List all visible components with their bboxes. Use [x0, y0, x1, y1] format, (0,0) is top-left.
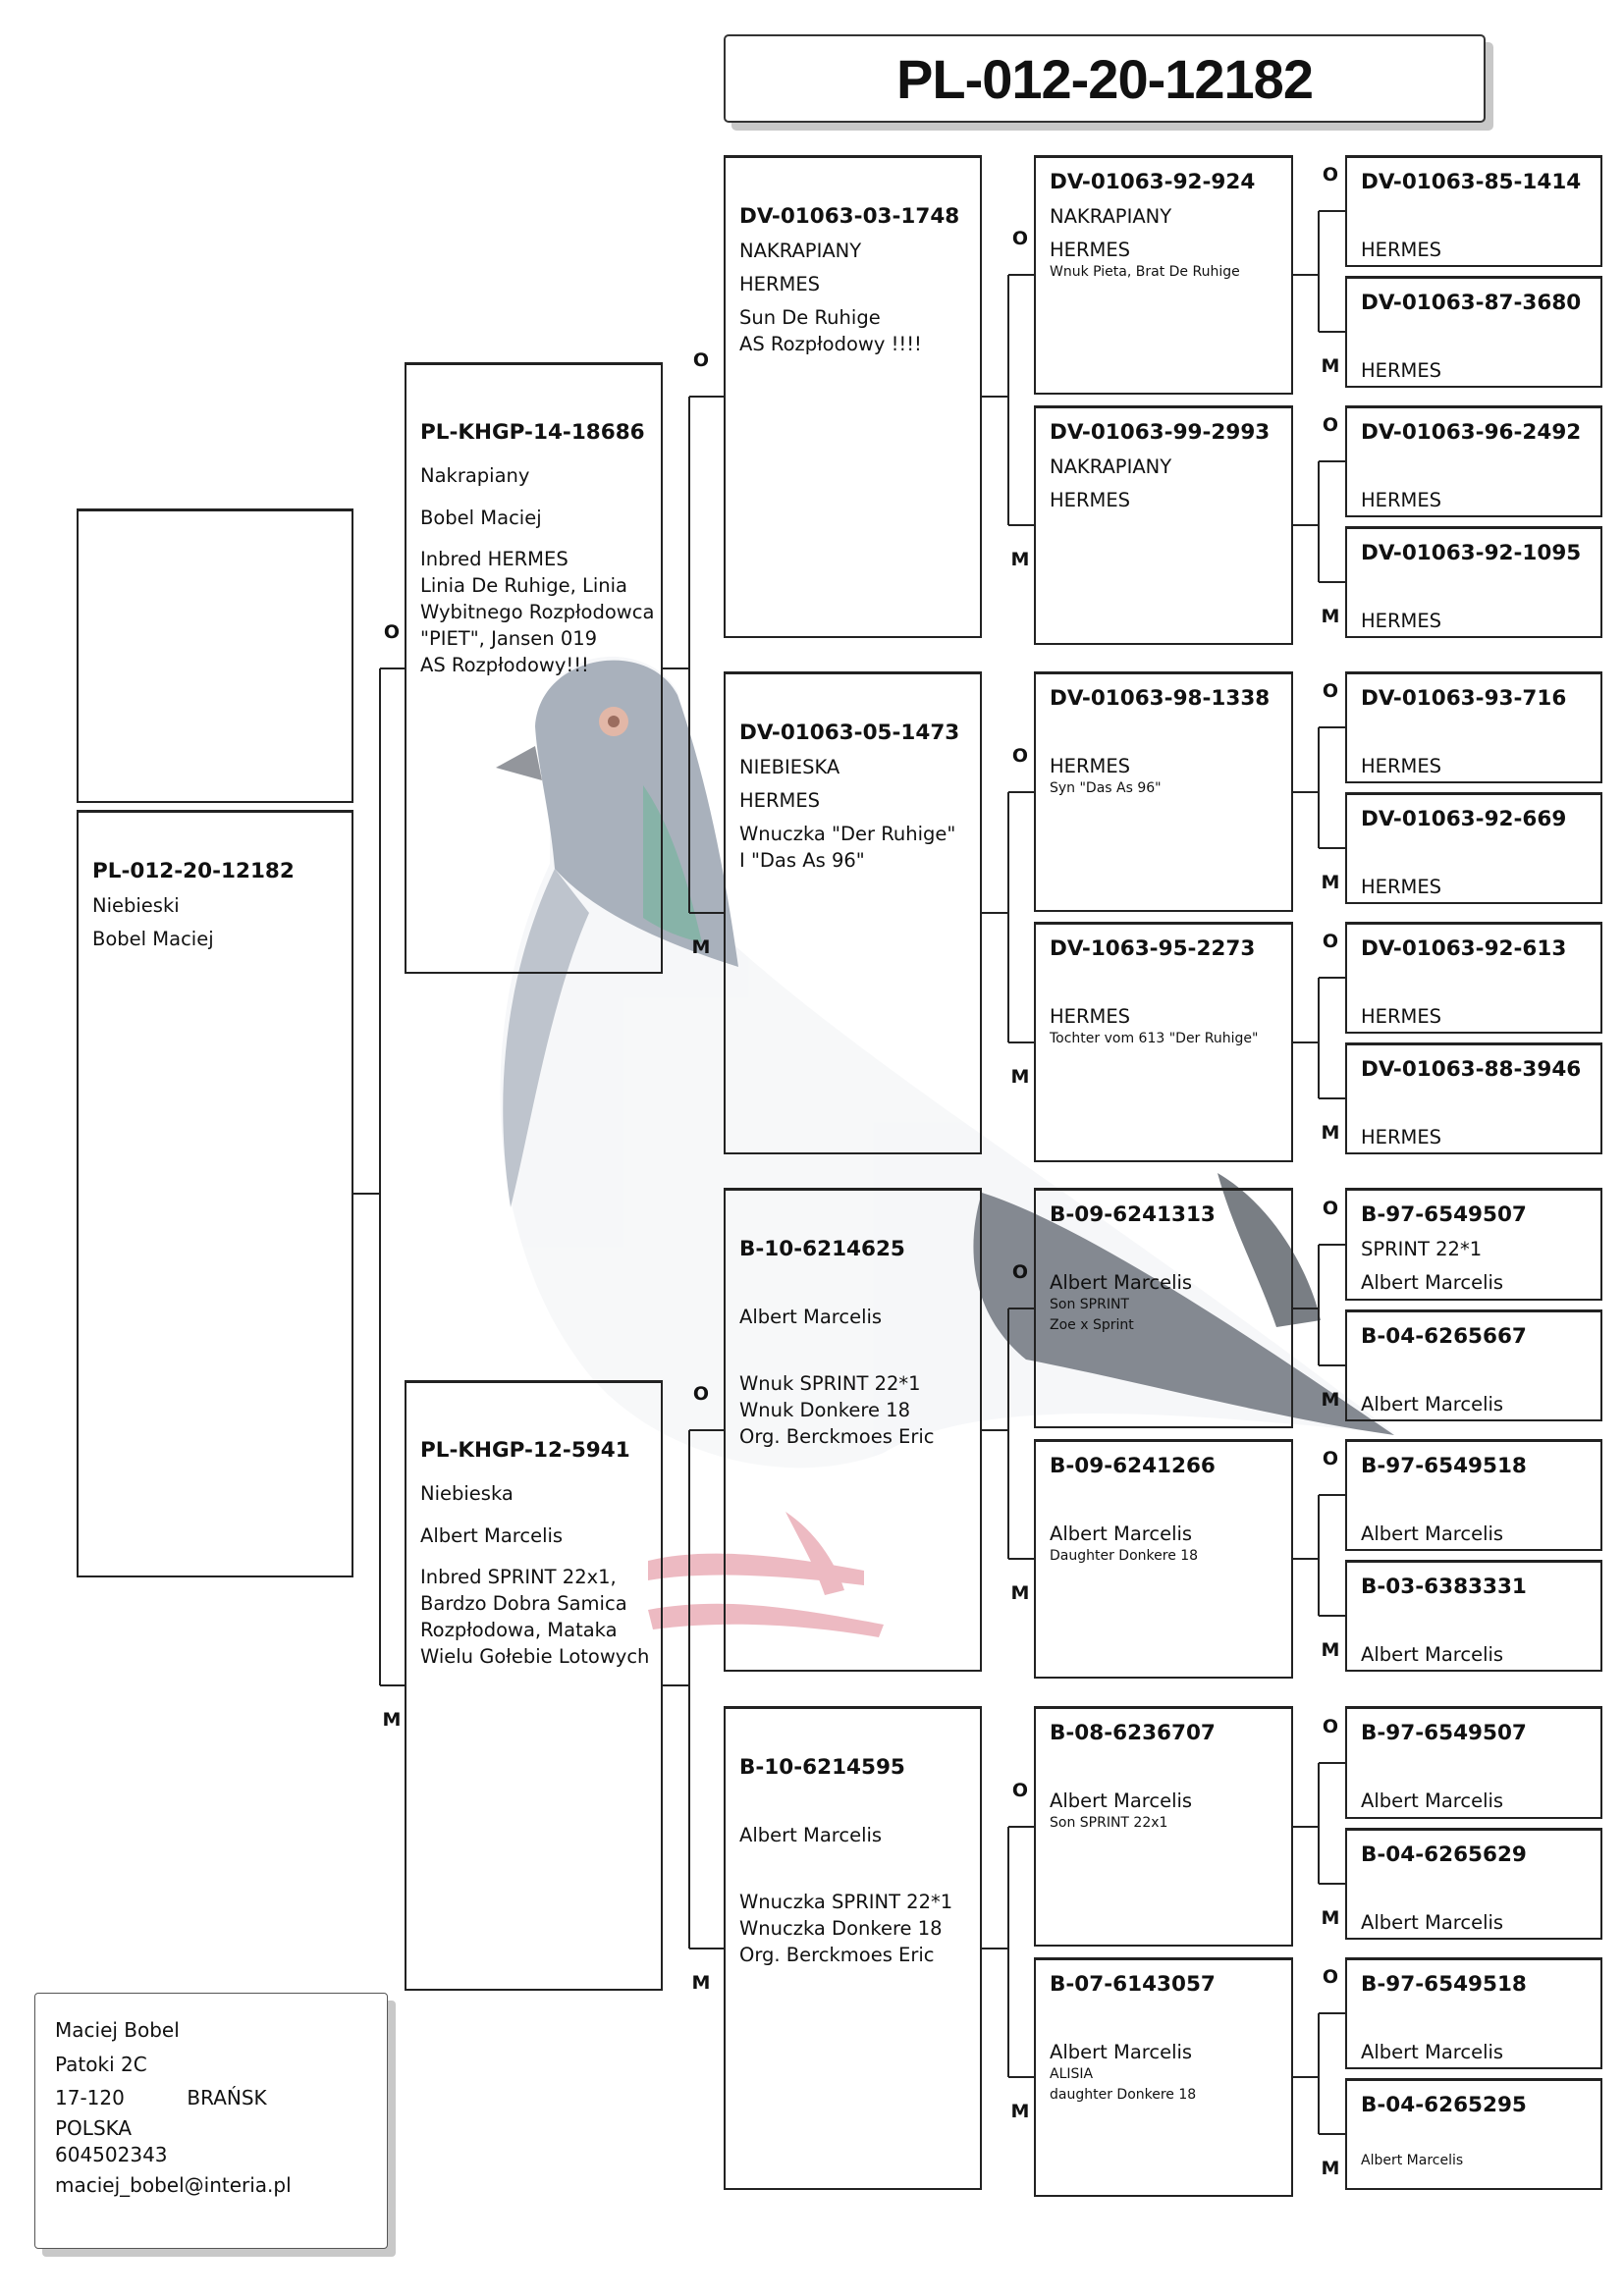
bird-info-line: HERMES [1361, 359, 1442, 382]
sire-label: O [1011, 1261, 1029, 1283]
ring-number: DV-01063-92-669 [1361, 807, 1567, 831]
sire-label: O [692, 1383, 710, 1405]
page-title: PL-012-20-12182 [896, 47, 1313, 110]
ring-number: DV-01063-85-1414 [1361, 170, 1582, 194]
connector-line [1319, 2133, 1345, 2135]
great-grandparent-box[interactable] [1034, 1957, 1293, 2197]
bird-info-line: HERMES [1361, 610, 1442, 632]
connector-line [1319, 1494, 1345, 1496]
connector-line [688, 397, 690, 913]
connector-line [1007, 1308, 1009, 1559]
bird-info-line: NAKRAPIANY [1050, 454, 1172, 478]
bird-info-line: HERMES [739, 273, 821, 295]
bird-info-line [1361, 571, 1600, 606]
bird-info-line [1050, 1751, 1291, 1786]
owner-address-box [34, 1993, 388, 2249]
ring-number: B-09-6241266 [1050, 1454, 1216, 1478]
bird-info-line: Bobel Maciej [92, 928, 214, 950]
ring-number: B-04-6265295 [1361, 2093, 1527, 2117]
ring-number: DV-01063-98-1338 [1050, 686, 1271, 711]
bird-info-line [1361, 1484, 1600, 1519]
connector-line [1008, 2076, 1034, 2078]
bird-info-line: HERMES [739, 789, 821, 812]
ring-number: B-07-6143057 [1050, 1972, 1216, 1997]
connector-line [1319, 1244, 1345, 1246]
great-great-grandparent-box[interactable] [1345, 922, 1602, 1034]
connector-line [1318, 1495, 1320, 1616]
connector-line [1319, 977, 1345, 979]
dam-label: M [1321, 1389, 1340, 1411]
ring-number: B-97-6549518 [1361, 1972, 1527, 1997]
ring-number: DV-01063-03-1748 [739, 204, 960, 229]
connector-line [689, 1429, 724, 1431]
bird-info-line: Albert Marcelis [420, 1524, 564, 1547]
dam-label: M [691, 936, 711, 958]
bird-info-line: Bobel Maciej [420, 507, 542, 529]
connector-line [1319, 1097, 1345, 1099]
great-grandparent-box[interactable] [1034, 1439, 1293, 1679]
connector-line [982, 396, 1008, 398]
connector-line [663, 1684, 689, 1686]
bird-info-line: SPRINT 22*1 [1361, 1237, 1483, 1260]
great-great-grandparent-box[interactable] [1345, 792, 1602, 904]
connector-line [1007, 792, 1009, 1042]
ring-number: DV-01063-87-3680 [1361, 291, 1582, 315]
connector-line [1318, 461, 1320, 582]
grandparent-box[interactable] [724, 671, 982, 1154]
great-great-grandparent-box[interactable] [1345, 1828, 1602, 1940]
bird-info-line: HERMES [1050, 489, 1131, 511]
ring-number: DV-01063-93-716 [1361, 686, 1567, 711]
ring-number: B-08-6236707 [1050, 1721, 1216, 1745]
great-grandparent-box[interactable] [1034, 155, 1293, 395]
bird-info-line [1361, 321, 1600, 355]
ring-number: B-04-6265667 [1361, 1324, 1527, 1349]
sire-label: O [1322, 1448, 1339, 1469]
connector-line [689, 396, 724, 398]
bird-info-line: HERMES [1361, 755, 1442, 777]
dam-label: M [1010, 2101, 1030, 2122]
connector-line [1293, 791, 1319, 793]
ring-number: DV-01063-96-2492 [1361, 420, 1582, 445]
bird-info-line [1361, 200, 1600, 235]
connector-line [1319, 1615, 1345, 1617]
ring-number: B-04-6265629 [1361, 1842, 1527, 1867]
connector-line [1007, 275, 1009, 525]
bird-info-line: Albert Marcelis [1050, 1271, 1193, 1294]
sire-label: O [1322, 1966, 1339, 1988]
connector-line [1293, 1558, 1319, 1560]
connector-line [1319, 2012, 1345, 2014]
great-grandparent-box[interactable] [1034, 405, 1293, 645]
bird-info-line: HERMES [1361, 1005, 1442, 1028]
ring-number: B-97-6549507 [1361, 1721, 1527, 1745]
connector-line [1008, 1308, 1034, 1309]
bird-info-line: HERMES [1050, 1005, 1131, 1028]
great-great-grandparent-box[interactable] [1345, 276, 1602, 388]
bird-info-line: Albert Marcelis [1361, 2041, 1504, 2063]
connector-line [688, 1430, 690, 1949]
subject-bird-box[interactable] [77, 810, 353, 1577]
ring-number: B-97-6549507 [1361, 1202, 1527, 1227]
great-great-grandparent-box[interactable] [1345, 1042, 1602, 1154]
bird-info-line [1050, 967, 1291, 1001]
ring-number: DV-01063-88-3946 [1361, 1057, 1582, 1082]
ring-number: DV-1063-95-2273 [1050, 936, 1256, 961]
ring-number: PL-012-20-12182 [92, 859, 295, 883]
bird-info-line [739, 1267, 980, 1302]
connector-line [1319, 847, 1345, 849]
bird-info-line [1050, 1233, 1291, 1267]
bird-info-line [739, 1335, 980, 1369]
connector-line [1319, 1762, 1345, 1764]
bird-note: Wnuk Pieta, Brat De Ruhige [1050, 263, 1240, 280]
connector-line [1008, 1558, 1034, 1560]
connector-line [1008, 1041, 1034, 1043]
sire-box[interactable] [405, 362, 663, 974]
dam-label: M [1010, 1582, 1030, 1604]
bird-info-line [1361, 1088, 1600, 1122]
connector-line [1318, 978, 1320, 1098]
bird-note: Son SPRINT Zoe x Sprint [1050, 1296, 1134, 1333]
connector-line [1293, 274, 1319, 276]
bird-info-line [1361, 2002, 1600, 2037]
great-great-grandparent-box[interactable] [1345, 1309, 1602, 1421]
sire-label: O [692, 349, 710, 371]
bird-info-line: HERMES [1361, 876, 1442, 898]
bird-info-line [1361, 1355, 1600, 1389]
bird-info-line: Albert Marcelis [1361, 1789, 1504, 1812]
connector-line [1319, 1364, 1345, 1366]
connector-line [1318, 2013, 1320, 2134]
great-great-grandparent-box[interactable] [1345, 405, 1602, 517]
owner-phone: 604502343 [55, 2142, 168, 2166]
sire-label: O [1322, 1716, 1339, 1737]
bird-note: Syn "Das As 96" [1050, 779, 1162, 796]
ring-number: B-97-6549518 [1361, 1454, 1527, 1478]
ring-number: B-03-6383331 [1361, 1575, 1527, 1599]
bird-info-line [1050, 717, 1291, 751]
bird-info-line [1361, 717, 1600, 751]
owner-street: Patoki 2C [55, 2052, 147, 2076]
connector-line [689, 912, 724, 914]
connector-line [1318, 211, 1320, 332]
great-great-grandparent-box[interactable] [1345, 1560, 1602, 1672]
bird-description: Inbred SPRINT 22x1, Bardzo Dobra Samica Rozpłodowa, Mataka Wielu Gołebie Lotowych [420, 1565, 650, 1668]
connector-line [1319, 210, 1345, 212]
bird-info-line: Albert Marcelis [1361, 1643, 1504, 1666]
bird-info-line: HERMES [1050, 755, 1131, 777]
sire-label: O [1322, 931, 1339, 952]
bird-note: ALISIA daughter Donkere 18 [1050, 2065, 1197, 2103]
dam-box[interactable] [405, 1380, 663, 1991]
connector-line [1008, 1826, 1034, 1828]
ring-number: DV-01063-92-613 [1361, 936, 1567, 961]
grandparent-box[interactable] [724, 155, 982, 638]
bird-info-line: HERMES [1050, 239, 1131, 261]
great-great-grandparent-box[interactable] [1345, 1957, 1602, 2069]
bird-info-line [1361, 1873, 1600, 1907]
dam-label: M [382, 1709, 402, 1731]
sire-label: O [1322, 414, 1339, 436]
dam-label: M [1321, 872, 1340, 893]
connector-line [1008, 791, 1034, 793]
grandparent-box[interactable] [724, 1188, 982, 1672]
bird-info-line: Albert Marcelis [1050, 1789, 1193, 1812]
dam-label: M [1321, 606, 1340, 627]
great-great-grandparent-box[interactable] [1345, 1439, 1602, 1551]
connector-line [1319, 460, 1345, 462]
bird-info-line: Albert Marcelis [1050, 2041, 1193, 2063]
sire-label: O [383, 621, 401, 643]
dam-label: M [1010, 549, 1030, 570]
bird-info-line: Albert Marcelis [1361, 1522, 1504, 1545]
bird-info-line [1361, 451, 1600, 485]
bird-description: Wnuczka SPRINT 22*1 Wnuczka Donkere 18 Org. Berckmoes Eric [739, 1891, 953, 1966]
great-great-grandparent-box[interactable] [1345, 2078, 1602, 2190]
owner-postal-city: 17-120 BRAŃSK [55, 2086, 267, 2109]
bird-info-line: Albert Marcelis [1361, 1271, 1504, 1294]
ring-number: B-09-6241313 [1050, 1202, 1216, 1227]
great-grandparent-box[interactable] [1034, 1188, 1293, 1428]
connector-line [1319, 331, 1345, 333]
connector-line [380, 1684, 405, 1686]
connector-line [1319, 581, 1345, 583]
ring-number: DV-01063-92-924 [1050, 170, 1256, 194]
dam-label: M [1010, 1066, 1030, 1088]
bird-info-line: Albert Marcelis [1050, 1522, 1193, 1545]
bird-info-line: Niebieska [420, 1481, 514, 1505]
ring-number: DV-01063-05-1473 [739, 721, 960, 745]
bird-note: Albert Marcelis [1361, 2153, 1464, 2168]
connector-line [982, 912, 1008, 914]
connector-line [1008, 524, 1034, 526]
bird-info-line: Albert Marcelis [739, 1306, 883, 1328]
bird-description: Inbred HERMES Linia De Ruhige, Linia Wybitnego Rozpłodowca "PIET", Jansen 019 AS Rozpłodowy!!! [420, 547, 655, 676]
sire-label: O [1011, 228, 1029, 249]
connector-line [1318, 727, 1320, 848]
bird-info-line: NIEBIESKA [739, 755, 840, 778]
title-box [724, 34, 1486, 123]
connector-line [1293, 524, 1319, 526]
great-great-grandparent-box[interactable] [1345, 1188, 1602, 1301]
bird-info-line: HERMES [1361, 1126, 1442, 1148]
bird-info-line: Niebieski [92, 893, 180, 917]
bird-info-line [1361, 1751, 1600, 1786]
connector-line [1293, 2076, 1319, 2078]
bird-info-line [739, 1786, 980, 1820]
bird-description: Sun De Ruhige AS Rozpłodowy !!!! [739, 305, 922, 355]
bird-description: Wnuk SPRINT 22*1 Wnuk Donkere 18 Org. Berckmoes Eric [739, 1372, 935, 1448]
great-grandparent-box[interactable] [1034, 922, 1293, 1162]
connector-line [1319, 726, 1345, 728]
bird-info-line [1050, 1484, 1291, 1519]
photo-box[interactable] [77, 508, 353, 803]
bird-info-line [739, 1853, 980, 1888]
bird-info-line [1361, 967, 1600, 1001]
great-great-grandparent-box[interactable] [1345, 526, 1602, 638]
bird-info-line: Albert Marcelis [1361, 1911, 1504, 1934]
grandparent-box[interactable] [724, 1706, 982, 2190]
ring-number: DV-01063-99-2993 [1050, 420, 1271, 445]
ring-number: DV-01063-92-1095 [1361, 541, 1582, 565]
sire-label: O [1011, 745, 1029, 767]
bird-info-line: Albert Marcelis [1361, 1393, 1504, 1415]
owner-country: POLSKA [55, 2115, 133, 2140]
dam-label: M [1321, 1122, 1340, 1144]
sire-label: O [1322, 680, 1339, 702]
sire-label: O [1011, 1780, 1029, 1801]
dam-label: M [1321, 1639, 1340, 1661]
connector-line [353, 1193, 380, 1195]
great-great-grandparent-box[interactable] [1345, 155, 1602, 267]
ring-number: PL-KHGP-14-18686 [420, 420, 645, 445]
bird-info-line [1050, 2002, 1291, 2037]
dam-label: M [1321, 2158, 1340, 2179]
connector-line [689, 1948, 724, 1949]
dam-label: M [691, 1972, 711, 1994]
sire-label: O [1322, 1198, 1339, 1219]
great-great-grandparent-box[interactable] [1345, 1706, 1602, 1819]
owner-name: Maciej Bobel [55, 2018, 180, 2042]
connector-line [1319, 1883, 1345, 1885]
owner-email[interactable]: maciej_bobel@interia.pl [55, 2172, 292, 2197]
bird-info-line: HERMES [1361, 239, 1442, 261]
connector-line [380, 667, 405, 669]
great-grandparent-box[interactable] [1034, 671, 1293, 912]
connector-line [982, 1948, 1008, 1949]
connector-line [663, 667, 689, 669]
connector-line [1008, 274, 1034, 276]
ring-number: B-10-6214595 [739, 1755, 905, 1780]
dam-label: M [1321, 1907, 1340, 1929]
bird-info-line: NAKRAPIANY [1050, 204, 1172, 228]
bird-description: Wnuczka "Der Ruhige" I "Das As 96" [739, 822, 956, 872]
connector-line [1318, 1245, 1320, 1365]
connector-line [1293, 1041, 1319, 1043]
connector-line [1293, 1308, 1319, 1309]
bird-info-line [1361, 837, 1600, 872]
bird-info-line: Albert Marcelis [739, 1824, 883, 1846]
connector-line [379, 668, 381, 1685]
bird-note: Daughter Donkere 18 [1050, 1547, 1199, 1564]
dam-label: M [1321, 355, 1340, 377]
connector-line [1007, 1827, 1009, 2077]
ring-number: B-10-6214625 [739, 1237, 905, 1261]
bird-info-line: Nakrapiany [420, 463, 530, 487]
connector-line [1293, 1826, 1319, 1828]
connector-line [982, 1429, 1008, 1431]
ring-number: PL-KHGP-12-5941 [420, 1438, 630, 1463]
great-grandparent-box[interactable] [1034, 1706, 1293, 1947]
bird-info-line [1361, 1605, 1600, 1639]
connector-line [1318, 1763, 1320, 1884]
bird-info-line: HERMES [1361, 489, 1442, 511]
sire-label: O [1322, 164, 1339, 186]
great-great-grandparent-box[interactable] [1345, 671, 1602, 783]
bird-note: Son SPRINT 22x1 [1050, 1814, 1168, 1831]
bird-info-line: NAKRAPIANY [739, 239, 862, 262]
bird-note: Tochter vom 613 "Der Ruhige" [1050, 1030, 1259, 1046]
